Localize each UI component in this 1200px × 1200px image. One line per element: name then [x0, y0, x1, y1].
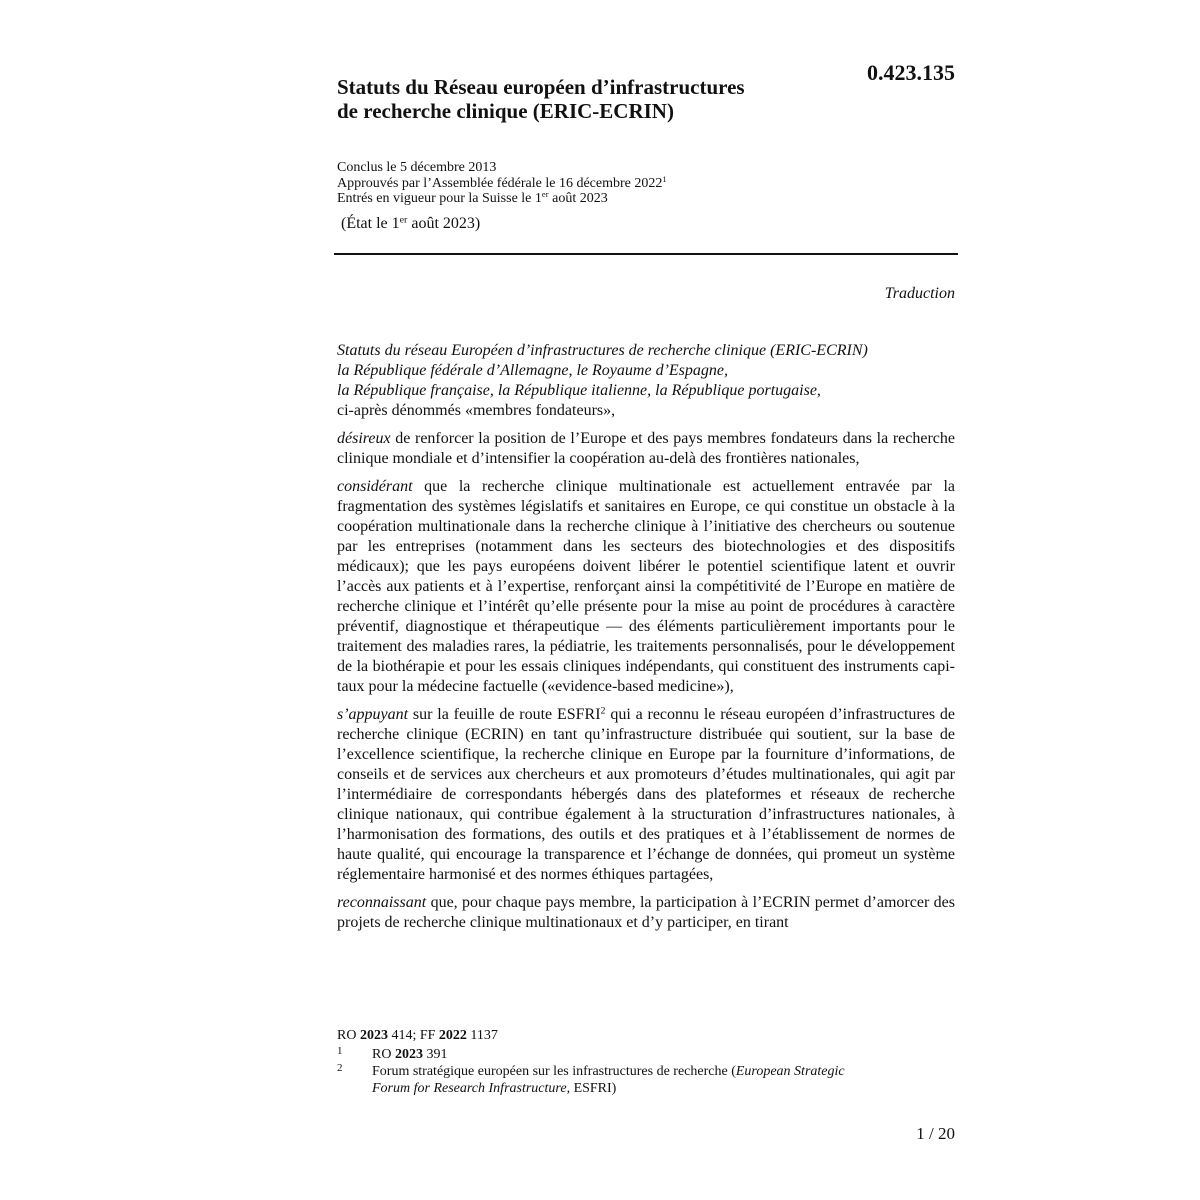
- paragraph-considerant: [337, 477, 955, 697]
- footnote-ref-2[interactable]: 2: [600, 705, 606, 717]
- status-text: (État le 1: [341, 215, 400, 232]
- page-number: 1 / 20: [916, 1124, 955, 1143]
- paragraph-reconnaissant: [337, 893, 955, 933]
- paragraph-lead: désireux: [337, 430, 391, 447]
- paragraph-desireux: [337, 429, 955, 469]
- header-divider: [334, 253, 958, 255]
- paragraph-text: sur la feuille de route ESFRI: [408, 706, 601, 723]
- date-block: [337, 160, 937, 207]
- concluded-date: Conclus le 5 décembre 2013: [337, 160, 497, 175]
- entry-text: Entrés en vigueur pour la Suisse le 1: [337, 191, 542, 206]
- footnote-ref-1[interactable]: 1: [662, 173, 667, 184]
- entry-sup: er: [541, 189, 549, 200]
- preamble-line-2: la République fédérale d’Allemagne, le Royaume d’Espagne,: [337, 362, 728, 379]
- status-sup: er: [399, 214, 408, 226]
- preamble: [337, 341, 955, 421]
- paragraph-lead: s’appuyant: [337, 706, 409, 723]
- paragraph-text: que, pour chaque pays membre, la participation à l’ECRIN permet d’amorcer des projets de recherche clinique multinationaux et d’y participer, en tirant: [337, 894, 955, 931]
- paragraph-s-appuyant: [337, 705, 955, 885]
- paragraph-lead: reconnaissant: [337, 894, 427, 911]
- title-line-1: Statuts du Réseau européen d’infrastructures: [337, 75, 745, 99]
- preamble-line-1: Statuts du réseau Européen d’infrastructures de recherche clinique (ERIC-ECRIN): [337, 342, 868, 359]
- sr-number: 0.423.135: [867, 60, 955, 85]
- entry-suffix: août 2023: [548, 191, 608, 206]
- preamble-line-4: ci-après dénommés «membres fondateurs»,: [337, 402, 616, 419]
- approved-text: Approuvés par l’Assemblée fédérale le 16 décembre 2022: [337, 175, 663, 191]
- document-title: [337, 75, 837, 123]
- approved-date: [337, 173, 937, 192]
- status-date: [341, 214, 480, 234]
- footnote-1: 1 RO 2023 391: [337, 1045, 448, 1062]
- status-suffix: août 2023): [407, 215, 481, 232]
- entry-into-force-date: [337, 191, 937, 207]
- paragraph-text: de renforcer la position de l’Europe et des pays membres fondateurs dans la recherche clinique mondiale et d’intensifier la coopération au-delà des frontières nationales,: [337, 430, 955, 467]
- paragraph-text-continued: qui a reconnu le réseau européen d’infrastructures de recherche clinique (ECRIN) en tant qu’infrastructure distribuée qui soutient, sur la base de l’excellence scientifique, la recherche clinique en Europe par la fourniture d’informations, de conseils et de services aux chercheurs et aux promoteurs d’études multinationales, qui agit par l’intermédiaire de correspondants hébergés dans des plateformes et réseaux de recherche clinique nationaux, qui contribue également à la structuration d’infrastructures nationales, à l’harmonisation des formations, des outils et des pratiques et à l’établissement de normes de haute qualité, qui encourage la transparence et l’échange de données, qui promeut un système réglementaire harmonisé et des normes éthiques partagées,: [337, 706, 956, 883]
- paragraph-lead: considérant: [337, 478, 413, 495]
- paragraph-text: que la recherche clinique multinationale est actuellement entravée par la fragmentation des systèmes législatifs et sanitaires en Europe, ce qui constitue un obstacle à la coopération multinationale dans la recherche clinique à l’initiative des chercheurs ou soutenue par les entreprises (notamment dans les secteurs des biotechnologies et des dispositifs médicaux); que les pays européens doivent libérer le potentiel scientifique latent et ouvrir l’accès aux patients et à l’expertise, renforçant ainsi la compétitivité de l’Europe en matière de recherche clinique et l’intérêt qu’elle présente pour la mise au point de procédures à caractère préventif, diagnostique et thérapeutique — des éléments particulièrement importants pour le traitement des maladies rares, la pédiatrie, les traitements personnalisés, pour le développement de la biothérapie et pour les essais cliniques indépendants, qui constituent des instruments capitaux pour la médecine factuelle («evidence-based medicine»),: [337, 478, 955, 695]
- source-reference: RO 2023 414; FF 2022 1137: [337, 1028, 498, 1043]
- footnotes: [337, 1046, 937, 1097]
- footnote-number: 1: [337, 1045, 343, 1057]
- title-line-2: de recherche clinique (ERIC-ECRIN): [337, 99, 674, 123]
- footnote-number: 2: [337, 1062, 343, 1074]
- footnote-2: 2 Forum stratégique européen sur les infrastructures de recherche (European Strategic Forum for Research Infrastructure, ESFRI): [337, 1062, 845, 1096]
- document-body: [337, 341, 955, 933]
- preamble-line-3: la République française, la République italienne, la République portugaise,: [337, 382, 821, 399]
- translation-label: Traduction: [884, 285, 955, 302]
